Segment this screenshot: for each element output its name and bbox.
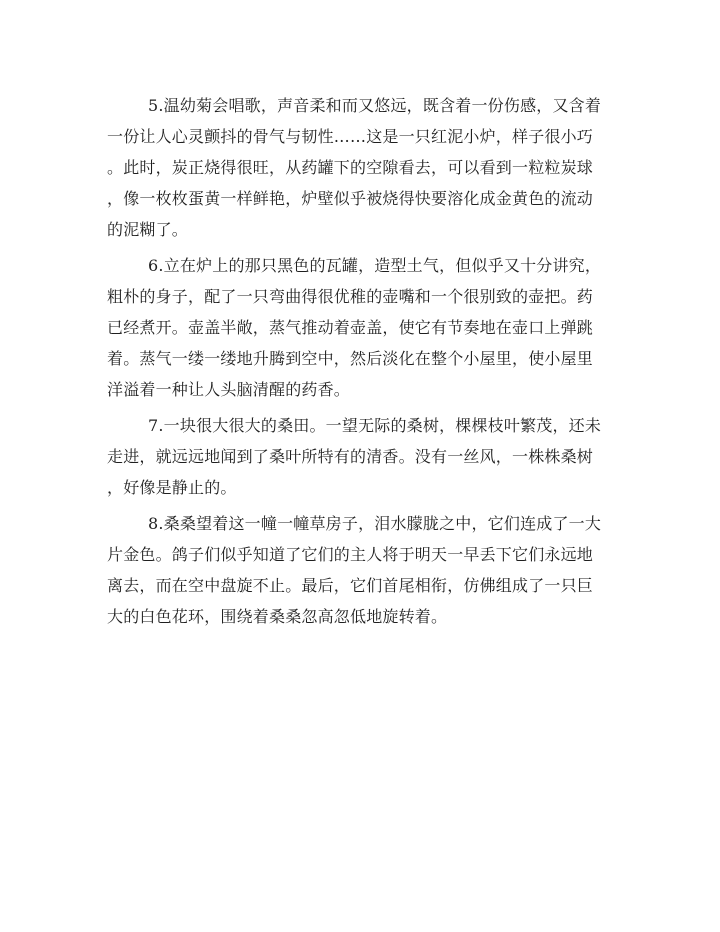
- paragraph-line: 洋溢着一种让人头脑清醒的药香。: [107, 380, 351, 399]
- paragraph-6: [107, 250, 622, 405]
- paragraph-line: ，好像是静止的。: [107, 478, 237, 497]
- paragraph-line: 。此时，炭正烧得很旺，从药罐下的空隙看去，可以看到一粒粒炭球: [107, 158, 594, 177]
- paragraph-line: 7.一块很大很大的桑田。一望无际的桑树，棵棵枝叶繁茂，还未: [148, 416, 602, 435]
- paragraph-line: ，像一枚枚蛋黄一样鲜艳，炉壁似乎被烧得快要溶化成金黄色的流动: [107, 189, 594, 208]
- paragraph-line: 走进，就远远地闻到了桑叶所特有的清香。没有一丝风，一株株桑树: [107, 447, 594, 466]
- paragraph-line: 一份让人心灵颤抖的骨气与韧性……这是一只红泥小炉，样子很小巧: [107, 127, 594, 146]
- paragraph-line: 8.桑桑望着这一幢一幢草房子，泪水朦胧之中，它们连成了一大: [148, 514, 602, 533]
- paragraph-5: [107, 90, 622, 245]
- paragraph-line: 大的白色花环，围绕着桑桑忽高忽低地旋转着。: [107, 607, 448, 626]
- paragraph-8: [107, 508, 622, 632]
- paragraph-line: 5.温幼菊会唱歌，声音柔和而又悠远，既含着一份伤感，又含着: [148, 96, 602, 115]
- paragraph-line: 的泥糊了。: [107, 220, 189, 239]
- document-body: [107, 90, 622, 637]
- paragraph-line: 已经煮开。壶盖半敞，蒸气推动着壶盖，使它有节奏地在壶口上弹跳: [107, 318, 594, 337]
- paragraph-line: 6.立在炉上的那只黑色的瓦罐，造型土气，但似乎又十分讲究，: [148, 256, 602, 275]
- paragraph-line: 粗朴的身子，配了一只弯曲得很优稚的壶嘴和一个很别致的壶把。药: [107, 287, 594, 306]
- paragraph-line: 片金色。鸽子们似乎知道了它们的主人将于明天一早丢下它们永远地: [107, 545, 594, 564]
- paragraph-line: 着。蒸气一缕一缕地升腾到空中，然后淡化在整个小屋里，使小屋里: [107, 349, 594, 368]
- paragraph-line: 离去，而在空中盘旋不止。最后，它们首尾相衔，仿佛组成了一只巨: [107, 576, 594, 595]
- paragraph-7: [107, 410, 622, 503]
